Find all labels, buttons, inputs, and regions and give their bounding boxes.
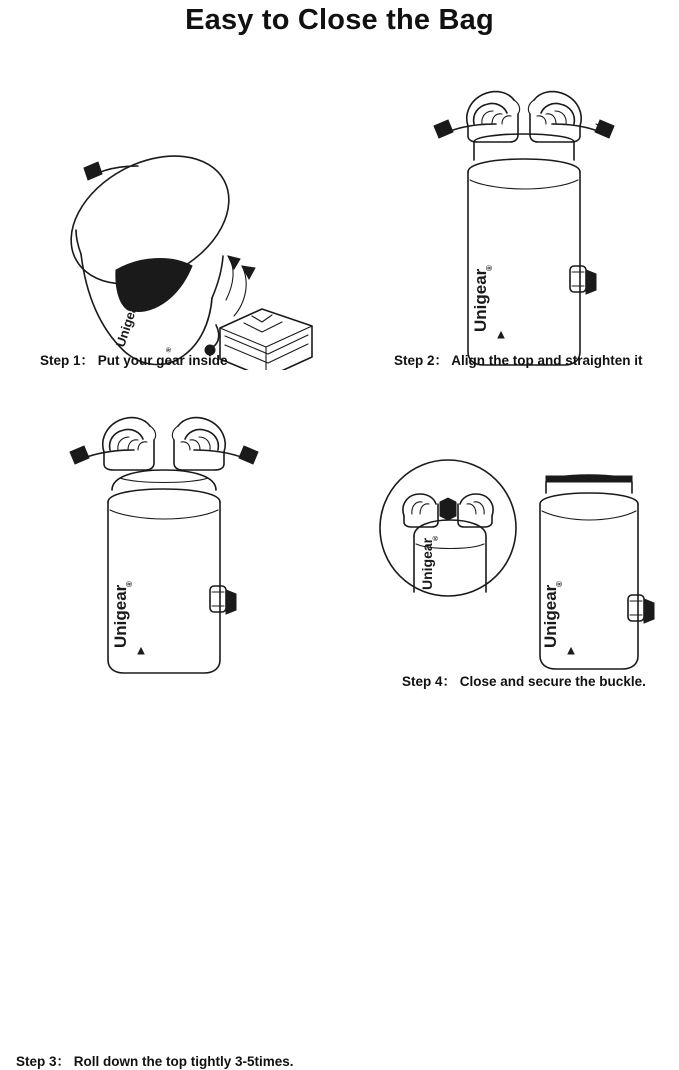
step-4-panel bbox=[340, 380, 679, 690]
step-1-caption: Step 1： Put your gear inside bbox=[40, 353, 228, 368]
svg-text:®: ® bbox=[485, 265, 494, 271]
open-bag-with-folded-clothes-illustration bbox=[20, 70, 340, 370]
svg-text:Unigear: Unigear bbox=[419, 537, 435, 590]
hands-aligning-bag-top-illustration bbox=[410, 80, 660, 370]
step-3-panel bbox=[0, 380, 340, 1069]
buckle-closeup-and-closed-bag-illustration bbox=[360, 440, 660, 690]
step-2-caption: Step 2： Align the top and straighten it bbox=[394, 353, 643, 368]
svg-text:Unigear: Unigear bbox=[111, 584, 130, 648]
step-2-panel bbox=[340, 60, 679, 370]
svg-text:®: ® bbox=[125, 581, 134, 587]
svg-text:Unigear: Unigear bbox=[112, 298, 142, 349]
hands-rolling-bag-top-illustration bbox=[50, 410, 300, 690]
svg-text:®: ® bbox=[555, 581, 564, 587]
step-3-caption: Step 3： Roll down the top tightly 3-5times. bbox=[16, 1054, 294, 1069]
svg-text:Unigear: Unigear bbox=[541, 584, 560, 648]
svg-text:Unigear: Unigear bbox=[471, 268, 490, 332]
svg-text:®: ® bbox=[433, 535, 440, 541]
page-title: Easy to Close the Bag bbox=[185, 4, 494, 36]
step-1-panel bbox=[0, 60, 340, 370]
svg-text:®: ® bbox=[165, 346, 174, 354]
step-4-caption: Step 4： Close and secure the buckle. bbox=[402, 674, 646, 689]
